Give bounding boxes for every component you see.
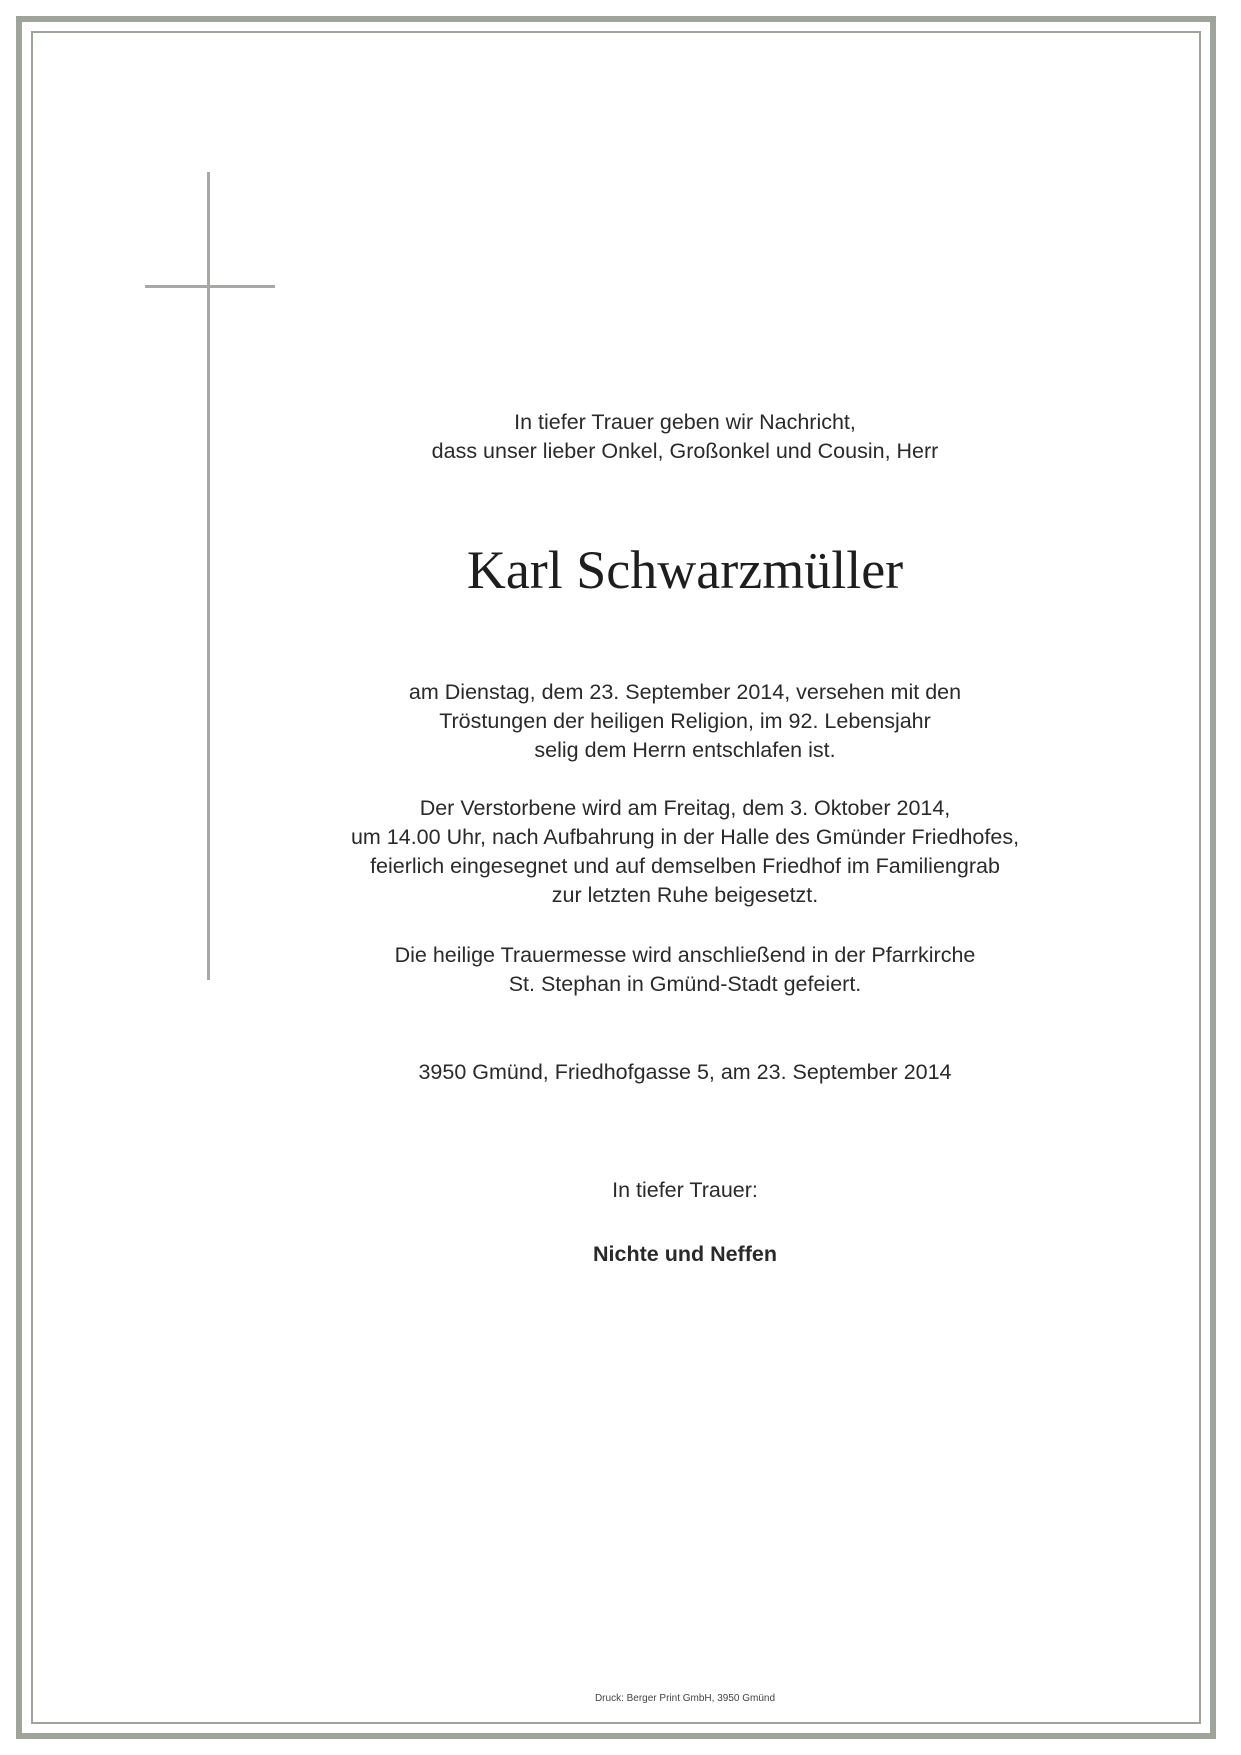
intro-line-2: dass unser lieber Onkel, Großonkel und Cousin, Herr xyxy=(431,439,939,463)
place-date-text: 3950 Gmünd, Friedhofgasse 5, am 23. September 2014 xyxy=(418,1060,952,1084)
death-line-3: selig dem Herrn entschlafen ist. xyxy=(534,738,836,762)
mass-details xyxy=(280,941,1090,999)
deceased-name: Karl Schwarzmüller xyxy=(466,540,904,600)
death-notice xyxy=(280,678,1090,765)
mass-line-1: Die heilige Trauermesse wird anschließend in der Pfarrkirche xyxy=(394,943,976,967)
intro-text xyxy=(280,408,1090,466)
funeral-line-4: zur letzten Ruhe beigesetzt. xyxy=(551,883,819,907)
mourning-label xyxy=(280,1176,1090,1205)
mass-line-2: St. Stephan in Gmünd-Stadt gefeiert. xyxy=(508,972,862,996)
death-line-2: Tröstungen der heiligen Religion, im 92. Lebensjahr xyxy=(439,709,931,733)
cross-icon-vertical xyxy=(207,172,210,980)
funeral-details xyxy=(280,794,1090,910)
signers: Nichte und Neffen xyxy=(593,1242,777,1266)
funeral-line-1: Der Verstorbene wird am Freitag, dem 3. Oktober 2014, xyxy=(419,796,951,820)
mourning-label-text: In tiefer Trauer: xyxy=(612,1178,758,1202)
intro-line-1: In tiefer Trauer geben wir Nachricht, xyxy=(514,410,856,434)
funeral-line-3: feierlich eingesegnet und auf demselben Friedhof im Familiengrab xyxy=(370,854,1000,878)
place-date xyxy=(280,1058,1090,1087)
printer-credit: Druck: Berger Print GmbH, 3950 Gmünd xyxy=(594,1693,776,1704)
death-line-1: am Dienstag, dem 23. September 2014, versehen mit den xyxy=(408,680,962,704)
cross-icon-horizontal xyxy=(145,285,275,288)
funeral-line-2: um 14.00 Uhr, nach Aufbahrung in der Halle des Gmünder Friedhofes, xyxy=(350,825,1020,849)
